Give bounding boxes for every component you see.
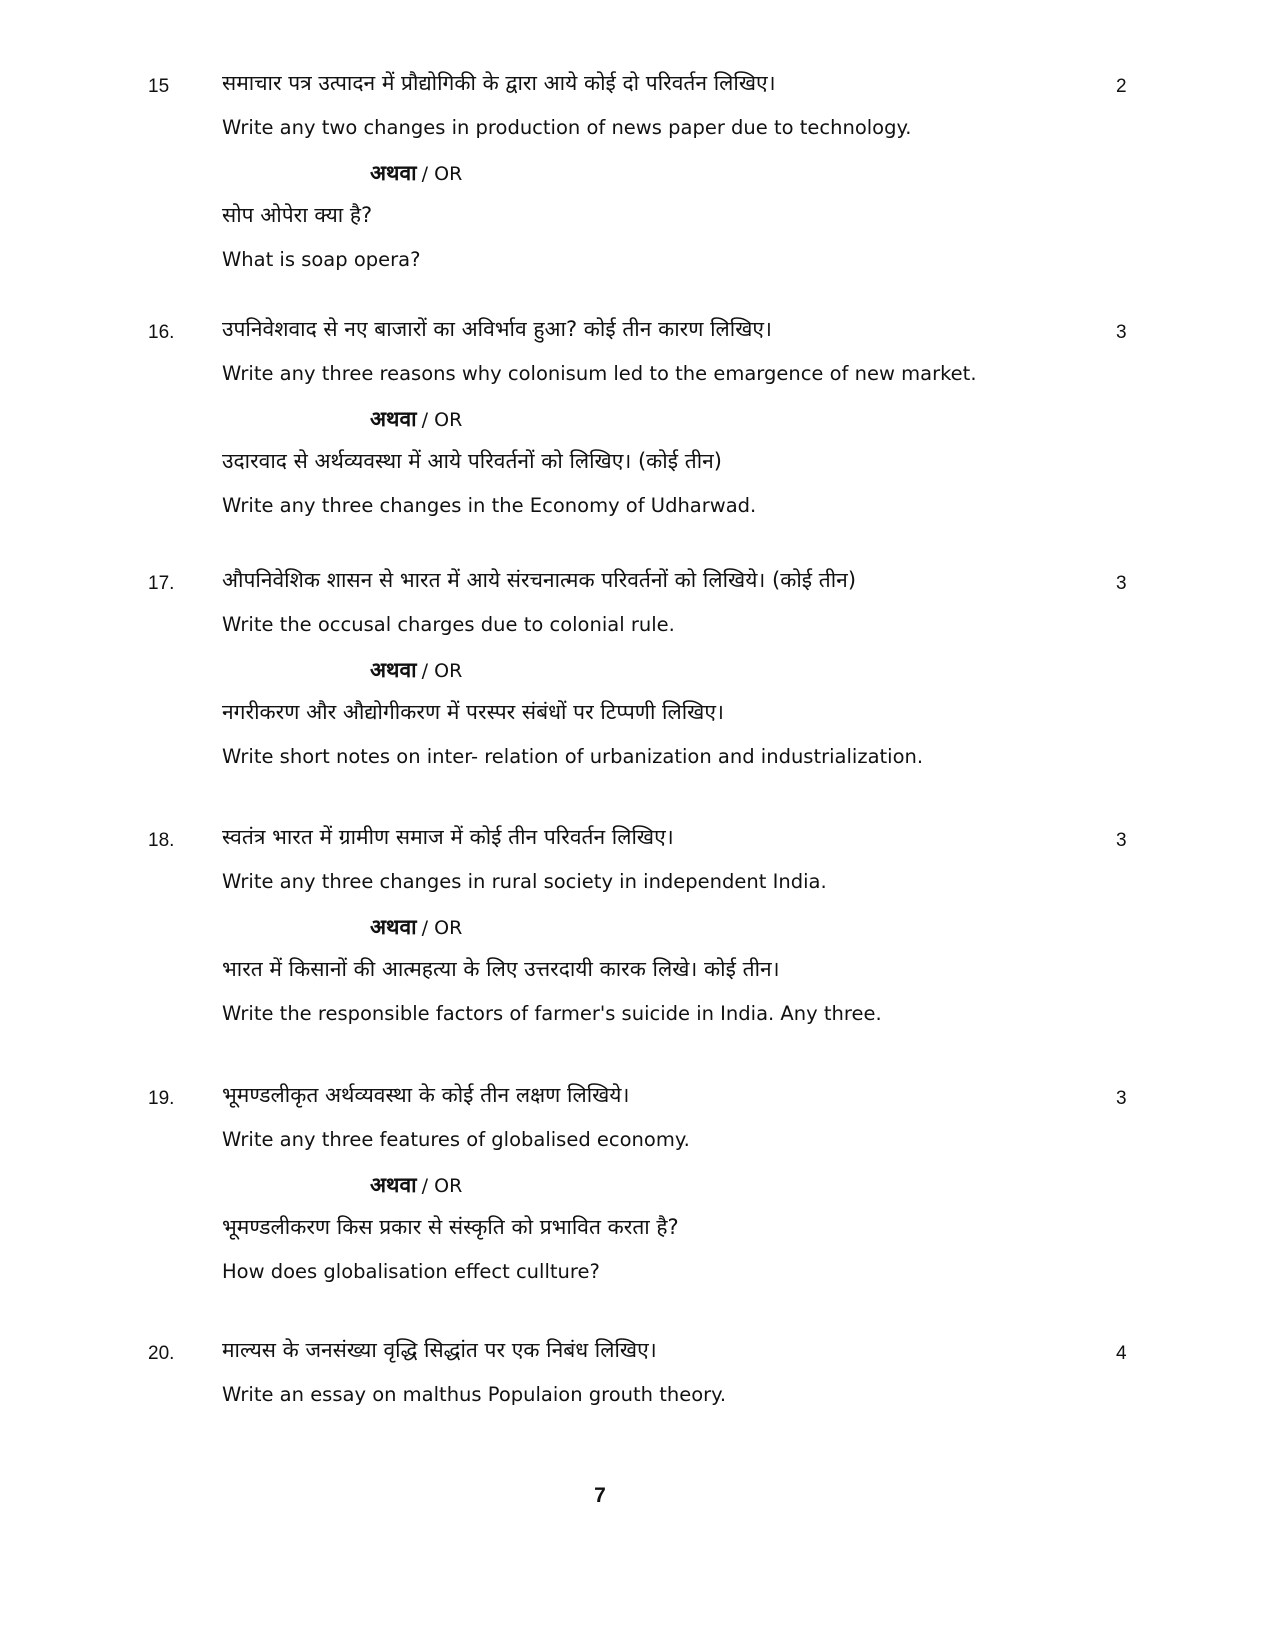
alternate-question-english: Write the responsible factors of farmer's suicide in India. Any three. (222, 1002, 882, 1025)
question-marks: 3 (1116, 573, 1127, 594)
question-text-english: Write an essay on malthus Populaion grouth theory. (222, 1383, 727, 1406)
question-text-hindi: भूमण्डलीकृत अर्थव्यवस्था के कोई तीन लक्षण लिखिये। (222, 1083, 630, 1107)
question-marks: 3 (1116, 322, 1127, 343)
question-text-hindi: उपनिवेशवाद से नए बाजारों का अविर्भाव हुआ? कोई तीन कारण लिखिए। (222, 317, 772, 341)
question-marks: 3 (1116, 830, 1127, 851)
question-marks: 4 (1116, 1343, 1127, 1364)
alternate-question-english: What is soap opera? (222, 248, 421, 271)
question-text-english: Write the occusal charges due to colonial rule. (222, 613, 675, 636)
or-label-english: / OR (421, 1175, 463, 1197)
question-marks: 3 (1116, 1088, 1127, 1109)
or-label-hindi: अथवा (370, 407, 417, 431)
question-text-hindi: समाचार पत्र उत्पादन में प्रौद्योगिकी के द्वारा आये कोई दो परिवर्तन लिखिए। (222, 71, 776, 95)
or-label-hindi: अथवा (370, 161, 417, 185)
question-text-english: Write any three changes in rural society in independent India. (222, 870, 827, 893)
or-separator (370, 655, 462, 687)
question-number: 20. (148, 1343, 175, 1364)
question-text-hindi: माल्यस के जनसंख्या वृद्धि सिद्धांत पर एक निबंध लिखिए। (222, 1338, 657, 1362)
or-separator (370, 1170, 462, 1202)
question-number: 15 (148, 76, 170, 97)
or-separator (370, 912, 462, 944)
question-text-english: Write any three reasons why colonisum led to the emargence of new market. (222, 362, 977, 385)
question-number: 16. (148, 322, 175, 343)
question-text-hindi: औपनिवेशिक शासन से भारत में आये संरचनात्मक परिवर्तनों को लिखिये। (कोई तीन) (222, 568, 857, 592)
question-number: 19. (148, 1088, 175, 1109)
or-separator (370, 158, 462, 190)
alternate-question-english: Write short notes on inter- relation of urbanization and industrialization. (222, 745, 924, 768)
question-text-english: Write any three features of globalised economy. (222, 1128, 690, 1151)
alternate-question-english: Write any three changes in the Economy of Udharwad. (222, 494, 757, 517)
question-marks: 2 (1116, 76, 1127, 97)
or-label-english: / OR (421, 163, 463, 185)
alternate-question-hindi: सोप ओपेरा क्या है? (222, 203, 373, 227)
or-label-hindi: अथवा (370, 915, 417, 939)
question-number: 17. (148, 573, 175, 594)
or-separator (370, 404, 462, 436)
question-text-hindi: स्वतंत्र भारत में ग्रामीण समाज में कोई तीन परिवर्तन लिखिए। (222, 825, 674, 849)
or-label-english: / OR (421, 409, 463, 431)
or-label-hindi: अथवा (370, 1173, 417, 1197)
page-number: 7 (594, 1484, 606, 1507)
or-label-english: / OR (421, 917, 463, 939)
alternate-question-english: How does globalisation effect cullture? (222, 1260, 600, 1283)
alternate-question-hindi: भारत में किसानों की आत्महत्या के लिए उत्तरदायी कारक लिखे। कोई तीन। (222, 957, 780, 981)
alternate-question-hindi: नगरीकरण और औद्योगीकरण में परस्पर संबंधों पर टिप्पणी लिखिए। (222, 700, 724, 724)
or-label-hindi: अथवा (370, 658, 417, 682)
question-text-english: Write any two changes in production of news paper due to technology. (222, 116, 912, 139)
question-number: 18. (148, 830, 175, 851)
or-label-english: / OR (421, 660, 463, 682)
alternate-question-hindi: उदारवाद से अर्थव्यवस्था में आये परिवर्तनों को लिखिए। (कोई तीन) (222, 449, 722, 473)
alternate-question-hindi: भूमण्डलीकरण किस प्रकार से संस्कृति को प्रभावित करता है? (222, 1215, 679, 1239)
